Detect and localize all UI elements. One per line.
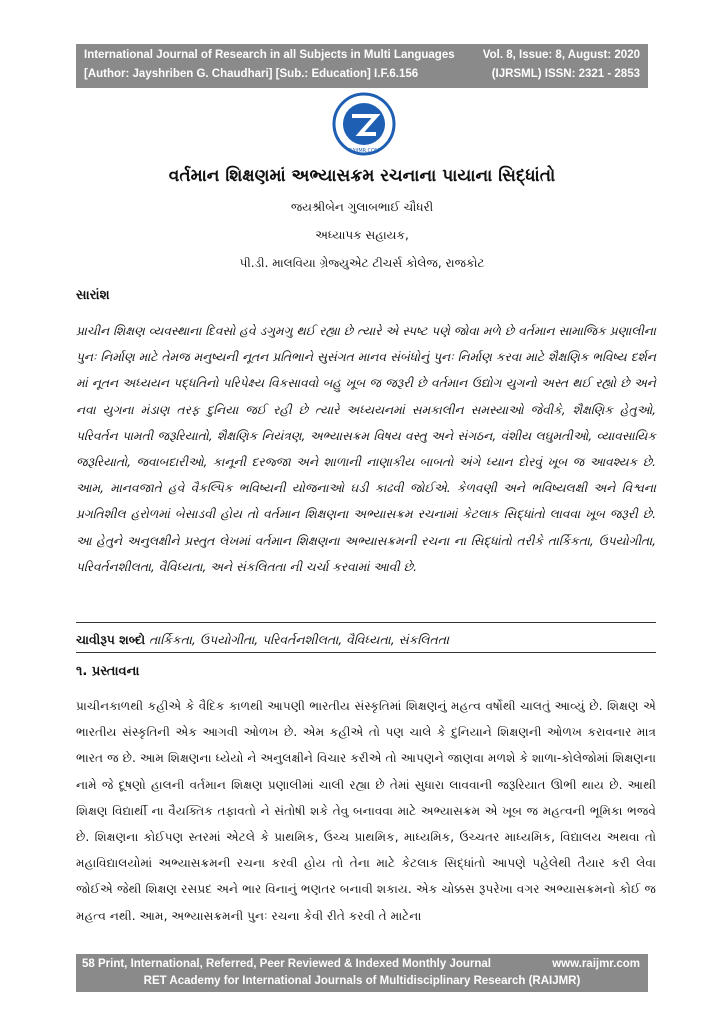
keywords-value: તાર્કિકતા, ઉપયોગીતા, પરિવર્તનશીલતા, વૈવિધ્યતા, સંકલિતતા	[149, 632, 449, 647]
keywords-line	[76, 632, 449, 648]
issue-info: Vol. 8, Issue: 8, August: 2020	[482, 49, 640, 61]
author-designation: અધ્યાપક સહાયક,	[315, 228, 409, 242]
logo-text: RAIJMR.COM	[348, 148, 380, 154]
keywords-label: ચાવીરૂપ શબ્દો	[76, 632, 146, 647]
issn-info: (IJRSML) ISSN: 2321 - 2853	[491, 68, 640, 80]
paper-title: વર્તમાન શિક્ષણમાં અભ્યાસક્રમ રચનાના પાયાના સિદ્ધાંતો	[168, 166, 556, 186]
footer-page-line: 58 Print, International, Referred, Peer Reviewed & Indexed Monthly Journal	[82, 958, 491, 970]
footer-website-link[interactable]: www.raijmr.com	[552, 958, 640, 970]
journal-footer-band	[76, 954, 648, 992]
journal-header-band	[76, 44, 648, 88]
author-name: જયશ્રીબેન ગુલાબભાઈ ચૌધરી	[290, 200, 434, 214]
abstract-text: પ્રાચીન શિક્ષણ વ્યવસ્થાના દિવસો હવે ડગુમગુ થઈ રહ્યા છે ત્યારે એ સ્પષ્ટ પણે જોવા મળે છે વર્તમાન સામાજિક પ્રણાલીના પુનઃ નિર્માણ માટે તેમજ મનુષ્યની નૂતન પ્રતિભાને સુસંગત માનવ સંબંધોનું પુનઃ નિર્માણ કરવા માટે શૈક્ષણિક ભવિષ્ય દર્શન માં નૂતન અધ્યયન પદ્ધતિનો પરિપેક્ષ્ય વિકસાવવો બહુ ખૂબ જ જરૂરી છે વર્તમાન ઉદ્યોગ યુગનો અસ્ત થઈ રહ્યો છે અને નવા યુગના મંડાણ તરફ દુનિયા જઈ રહી છે ત્યારે અધ્યયનમાં સમકાલીન સમસ્યાઓ જેવીકે, શૈક્ષણિક હેતુઓ, પરિવર્તન પામતી જરૂરિયાતો, શૈક્ષણિક નિયંત્રણ, અભ્યાસક્રમ વિષય વસ્તુ અને સંગઠન, વંશીય લઘુમતીઓ, વ્યાવસાયિક જરૂરિયાતો, જવાબદારીઓ, કાનૂની દરજ્જા અને શાળાની નાણાકીય બાબતો અંગે ધ્યાન દોરવું ખૂબ જ આવશ્યક છે. આમ, માનવજાતે હવે વૈકલ્પિક ભવિષ્યની યોજનાઓ ઘડી કાઢવી જોઈએ. કેળવણી અને ભવિષ્યલક્ષી અને વિશ્વના પ્રગતિશીલ હરોળમાં બેસાડવી હોય તો વર્તમાન શિક્ષણના અભ્યાસક્રમ રચનામાં કેટલાક સિદ્ધાંતો લાવવા ખૂબ જરૂરી છે. આ હેતુને અનુલક્ષીને પ્રસ્તુત લેખમાં વર્તમાન શિક્ષણના અભ્યાસક્રમની રચના ના સિદ્ધાંતો તરીકે તાર્કિકતા, ઉપયોગીતા, પરિવર્તનશીલતા, વૈવિધ્યતા, અને સંકલિતતા ની ચર્ચા કરવામાં આવી છે.	[76, 324, 656, 574]
journal-name: International Journal of Research in all Subjects in Multi Languages	[84, 49, 455, 61]
divider-top	[76, 622, 656, 623]
author-subject-line: [Author: Jayshriben G. Chaudhari] [Sub.: Education] I.F.6.156	[84, 68, 419, 80]
author-affiliation: પી.ડી. માલવિયા ગ્રેજ્યુએટ ટીચર્સ કોલેજ, રાજકોટ	[239, 256, 485, 270]
section-body-introduction: પ્રાચીનકાળથી કહીએ કે વૈદિક કાળથી આપણી ભારતીય સંસ્કૃતિમાં શિક્ષણનું મહત્વ વર્ષોથી ચાલતું આવ્યું છે. શિક્ષણ એ ભારતીય સંસ્કૃતિની એક આગવી ઓળખ છે. એમ કહીએ તો પણ ચાલે કે દુનિયાને શિક્ષણની ઓળખ કરાવનાર માત્ર ભારત જ છે. આમ શિક્ષણના ધ્યેયો ને અનુલક્ષીને વિચાર કરીએ તો આપણને જાણવા મળશે કે શાળા-કોલેજોમાં શિક્ષણના નામે જે દૂષણો હાલની વર્તમાન શિક્ષણ પ્રણાલીમાં ચાલી રહ્યા છે તેમાં સુધારા લાવવાની જરૂરિયાત ઊભી થાય છે. આથી શિક્ષણ વિદ્યાર્થી ના વૈયક્તિક તફાવતો ને સંતોષી શકે તેવુ બનાવવા માટે અભ્યાસક્રમ એ ખૂબ જ મહત્વની ભૂમિકા ભજવે છે. શિક્ષણના કોઈપણ સ્તરમાં એટલે કે પ્રાથમિક, ઉચ્ચ પ્રાથમિક, માધ્યમિક, ઉચ્ચતર માધ્યમિક, વિદ્યાલય અથવા તો મહાવિદ્યાલયોમાં અભ્યાસક્રમની રચના કરવી હોય તો તેના માટે કેટલાક સિદ્ધાંતો આપણે પહેલેથી તૈયાર કરી લેવા જોઈએ જેથી શિક્ષણ રસપ્રદ અને ભાર વિનાનું ભણતર બનાવી શકાય. એક ચોક્કસ રૂપરેખા વગર અભ્યાસક્રમનો કોઈ જ મહત્વ નથી. આમ, અભ્યાસક્રમની પુનઃ રચના કેવી રીતે કરવી તે માટેના	[76, 699, 656, 923]
section-heading-introduction: ૧. પ્રસ્તાવના	[76, 664, 140, 679]
journal-logo	[332, 92, 396, 156]
divider-bottom	[76, 652, 656, 653]
abstract-heading: સારાંશ	[76, 288, 110, 303]
footer-academy: RET Academy for International Journals of Multidisciplinary Research (RAIJMR)	[143, 975, 581, 987]
